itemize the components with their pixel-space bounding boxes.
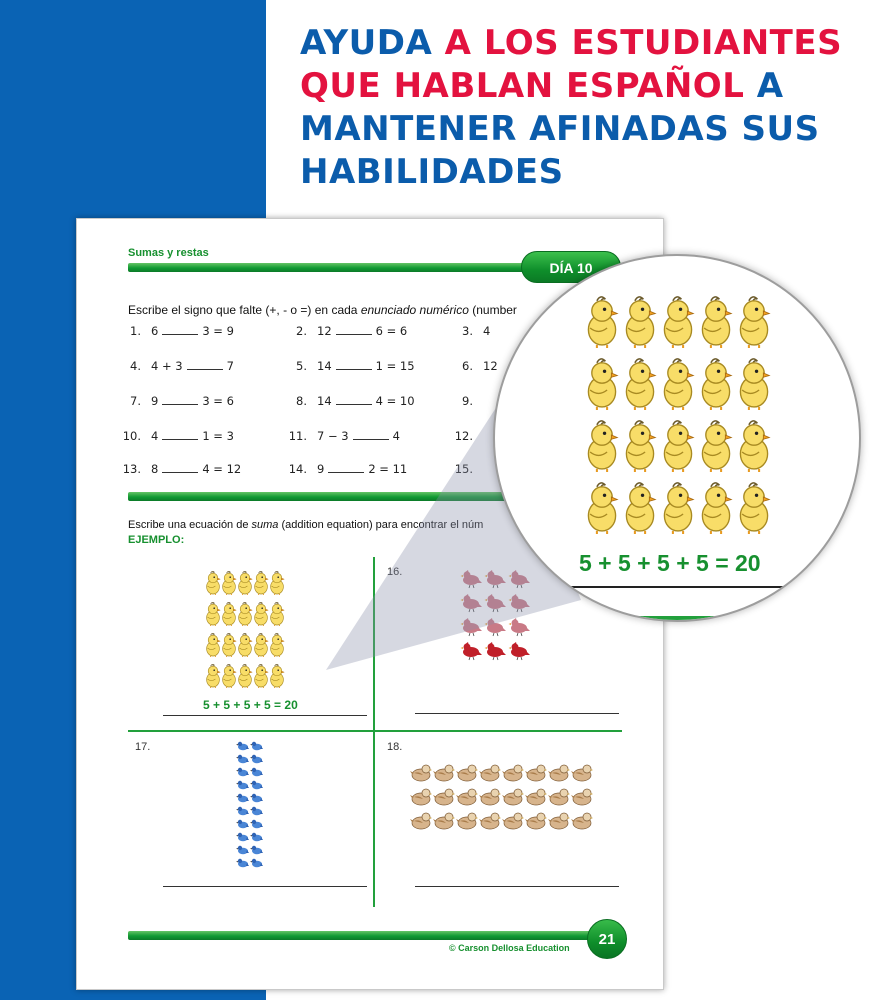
sparrow-icon <box>547 785 570 809</box>
problem-left: 12 <box>483 359 498 373</box>
bluebird-icon <box>235 765 249 778</box>
problem-left: 9 <box>151 394 159 408</box>
magnified-chick-grid <box>583 290 773 538</box>
sign-blank[interactable] <box>328 463 364 473</box>
chick-icon <box>205 567 221 598</box>
problem-number: 7. <box>130 394 141 408</box>
chick-icon <box>205 598 221 629</box>
bluebird-icon <box>249 817 263 830</box>
chick-icon <box>237 660 253 691</box>
problem-1 <box>117 324 234 338</box>
sparrow-icon <box>570 809 593 833</box>
chick-icon <box>583 290 621 352</box>
problem-number: 11. <box>288 429 307 443</box>
problem-number: 5. <box>296 359 307 373</box>
bluebird-icon <box>235 830 249 843</box>
chick-icon <box>735 290 773 352</box>
bluebird-icon <box>249 830 263 843</box>
chick-icon <box>621 352 659 414</box>
instruction-text: Escribe el signo que falte (+, - o =) en cada <box>128 303 361 317</box>
chick-icon <box>583 476 621 538</box>
problem-left: 4 + 3 <box>151 359 183 373</box>
chick-icon <box>735 476 773 538</box>
problem-right: 4 = 10 <box>375 394 415 408</box>
chick-icon <box>237 598 253 629</box>
sparrow-icon <box>432 761 455 785</box>
problem-3 <box>449 324 490 338</box>
copyright: © Carson Dellosa Education <box>449 943 570 953</box>
chick-icon <box>697 352 735 414</box>
magnifier-circle <box>493 254 861 622</box>
grid-divider-horizontal <box>128 730 622 732</box>
chick-icon <box>269 629 285 660</box>
bluebird-icon <box>235 778 249 791</box>
headline-part: A <box>744 66 784 106</box>
cardinal-icon <box>459 591 483 615</box>
section-title: Sumas y restas <box>128 247 209 259</box>
header-bar <box>128 263 548 272</box>
problem-18-answer-line[interactable] <box>415 886 619 887</box>
headline-part: AYUDA <box>300 23 445 63</box>
chick-icon <box>659 290 697 352</box>
chick-icon <box>659 414 697 476</box>
sparrow-icon <box>524 761 547 785</box>
bluebird-icon <box>249 765 263 778</box>
sparrow-icon <box>478 785 501 809</box>
bluebird-icon <box>235 791 249 804</box>
chick-icon <box>269 660 285 691</box>
problem-left: 9 <box>317 462 325 476</box>
problem-number: 9. <box>462 394 473 408</box>
sparrow-icon <box>570 761 593 785</box>
chick-icon <box>205 660 221 691</box>
sparrow-icon <box>501 809 524 833</box>
cardinal-icon <box>507 591 531 615</box>
sign-blank[interactable] <box>162 430 198 440</box>
bluebird-icon <box>235 856 249 869</box>
problem-right: 6 = 6 <box>375 324 408 338</box>
cardinal-icon <box>483 639 507 663</box>
problem-number: 14. <box>288 462 307 476</box>
problem-16-answer-line[interactable] <box>415 713 619 714</box>
magnified-equation: 5 + 5 + 5 + 5 = 20 <box>579 550 761 576</box>
bluebird-grid <box>235 739 263 869</box>
instruction-2 <box>128 519 483 531</box>
cardinal-icon <box>483 567 507 591</box>
bluebird-icon <box>249 843 263 856</box>
problem-left: 7 − 3 <box>317 429 349 443</box>
problem-12 <box>449 429 483 443</box>
sparrow-icon <box>501 785 524 809</box>
divider-bar <box>128 492 548 501</box>
problem-right: 3 = 6 <box>202 394 234 408</box>
chick-icon <box>205 629 221 660</box>
problem-number: 4. <box>130 359 141 373</box>
chick-icon <box>253 598 269 629</box>
headline <box>300 22 860 194</box>
problem-15 <box>449 462 483 476</box>
problem-16-number: 16. <box>387 566 403 578</box>
headline-part: MANTENER AFINADAS SUS <box>300 109 820 149</box>
problem-right: 4 = 12 <box>202 462 242 476</box>
sparrow-icon <box>478 809 501 833</box>
problem-18-number: 18. <box>387 741 403 753</box>
sign-blank[interactable] <box>336 325 372 335</box>
cardinal-icon <box>459 567 483 591</box>
chick-icon <box>237 567 253 598</box>
sparrow-icon <box>432 809 455 833</box>
chick-icon <box>269 598 285 629</box>
sign-blank[interactable] <box>336 360 372 370</box>
problem-number: 2. <box>296 324 307 338</box>
chick-icon <box>735 352 773 414</box>
problem-right: 1 = 15 <box>375 359 415 373</box>
cardinal-grid <box>459 567 531 663</box>
problem-left: 4 <box>483 324 491 338</box>
problem-number: 13. <box>122 462 141 476</box>
chick-icon <box>621 476 659 538</box>
bluebird-icon <box>235 804 249 817</box>
problem-left: 14 <box>317 394 332 408</box>
problem-number: 1. <box>130 324 141 338</box>
problem-number: 6. <box>462 359 473 373</box>
chick-icon <box>697 290 735 352</box>
sparrow-icon <box>501 761 524 785</box>
chick-icon <box>697 476 735 538</box>
problem-left: 8 <box>151 462 159 476</box>
problem-17-answer-line[interactable] <box>163 886 367 887</box>
problem-4 <box>117 359 234 373</box>
sparrow-grid <box>409 761 593 833</box>
problem-number: 3. <box>462 324 473 338</box>
problem-right: 7 <box>226 359 234 373</box>
problem-5 <box>283 359 415 373</box>
problem-right: 2 = 11 <box>368 462 408 476</box>
problem-left: 6 <box>151 324 159 338</box>
chick-icon <box>659 476 697 538</box>
problem-7 <box>117 394 234 408</box>
chick-icon <box>253 629 269 660</box>
chick-icon <box>697 414 735 476</box>
bluebird-icon <box>235 817 249 830</box>
chick-icon <box>621 290 659 352</box>
sparrow-icon <box>478 761 501 785</box>
bluebird-icon <box>249 791 263 804</box>
problem-left: 14 <box>317 359 332 373</box>
sparrow-icon <box>524 809 547 833</box>
page-number-badge: 21 <box>587 919 627 959</box>
sparrow-icon <box>432 785 455 809</box>
chick-icon <box>583 414 621 476</box>
sign-blank[interactable] <box>336 395 372 405</box>
problem-14 <box>283 462 407 476</box>
magnified-answer-line <box>555 586 825 588</box>
instruction-text: (addition equation) para encontrar el núm <box>278 519 484 531</box>
problem-number: 15. <box>454 462 473 476</box>
sign-blank[interactable] <box>162 325 198 335</box>
instruction-text: enunciado numérico <box>360 303 469 317</box>
sparrow-icon <box>409 809 432 833</box>
sparrow-icon <box>409 761 432 785</box>
problem-10 <box>117 429 234 443</box>
headline-part: HABILIDADES <box>300 152 564 192</box>
problem-8 <box>283 394 415 408</box>
bluebird-icon <box>249 739 263 752</box>
headline-part: A LOS ESTUDIANTES <box>444 23 843 63</box>
chick-icon <box>659 352 697 414</box>
problem-17-number: 17. <box>135 741 151 753</box>
instruction-text: suma <box>251 519 279 531</box>
chick-icon <box>237 629 253 660</box>
chick-icon <box>269 567 285 598</box>
problem-right: 1 = 3 <box>202 429 234 443</box>
chick-icon <box>221 629 237 660</box>
problem-left: 4 <box>151 429 159 443</box>
chick-icon <box>221 660 237 691</box>
problem-left: 12 <box>317 324 332 338</box>
bluebird-icon <box>249 804 263 817</box>
chick-icon <box>583 352 621 414</box>
grid-divider-vertical <box>373 557 375 907</box>
chick-icon <box>221 567 237 598</box>
sparrow-icon <box>570 785 593 809</box>
problem-2 <box>283 324 407 338</box>
chick-icon <box>735 414 773 476</box>
problem-11 <box>283 429 400 443</box>
problem-number: 8. <box>296 394 307 408</box>
sign-blank[interactable] <box>353 430 389 440</box>
sparrow-icon <box>524 785 547 809</box>
bluebird-icon <box>249 778 263 791</box>
example-chick-grid <box>205 567 285 691</box>
chick-icon <box>221 598 237 629</box>
problem-right: 4 <box>392 429 400 443</box>
headline-part: QUE HABLAN ESPAÑOL <box>300 66 745 106</box>
sign-blank[interactable] <box>187 360 223 370</box>
sign-blank[interactable] <box>162 395 198 405</box>
chick-icon <box>253 567 269 598</box>
instruction-1 <box>128 303 517 317</box>
cardinal-icon <box>459 615 483 639</box>
example-equation: 5 + 5 + 5 + 5 = 20 <box>203 698 298 712</box>
sparrow-icon <box>409 785 432 809</box>
example-answer-line <box>163 715 367 716</box>
cardinal-icon <box>459 639 483 663</box>
problem-6 <box>449 359 498 373</box>
bluebird-icon <box>235 752 249 765</box>
cardinal-icon <box>483 615 507 639</box>
cardinal-icon <box>507 615 531 639</box>
bluebird-icon <box>235 739 249 752</box>
cardinal-icon <box>483 591 507 615</box>
cardinal-icon <box>507 567 531 591</box>
problem-13 <box>117 462 241 476</box>
problem-number: 10. <box>122 429 141 443</box>
sparrow-icon <box>547 809 570 833</box>
chick-icon <box>253 660 269 691</box>
sparrow-icon <box>455 761 478 785</box>
bluebird-icon <box>249 856 263 869</box>
example-label: EJEMPLO: <box>128 534 185 546</box>
day-badge: DÍA 10 <box>521 251 621 283</box>
chick-icon <box>621 414 659 476</box>
instruction-text: (number <box>468 303 517 317</box>
problem-right: 3 = 9 <box>202 324 234 338</box>
instruction-text: Escribe una ecuación de <box>128 519 252 531</box>
sparrow-icon <box>547 761 570 785</box>
problem-9 <box>449 394 483 408</box>
bluebird-icon <box>235 843 249 856</box>
cardinal-icon <box>507 639 531 663</box>
problem-number: 12. <box>454 429 473 443</box>
bluebird-icon <box>249 752 263 765</box>
sparrow-icon <box>455 785 478 809</box>
sign-blank[interactable] <box>162 463 198 473</box>
sparrow-icon <box>455 809 478 833</box>
footer-bar <box>128 931 590 940</box>
